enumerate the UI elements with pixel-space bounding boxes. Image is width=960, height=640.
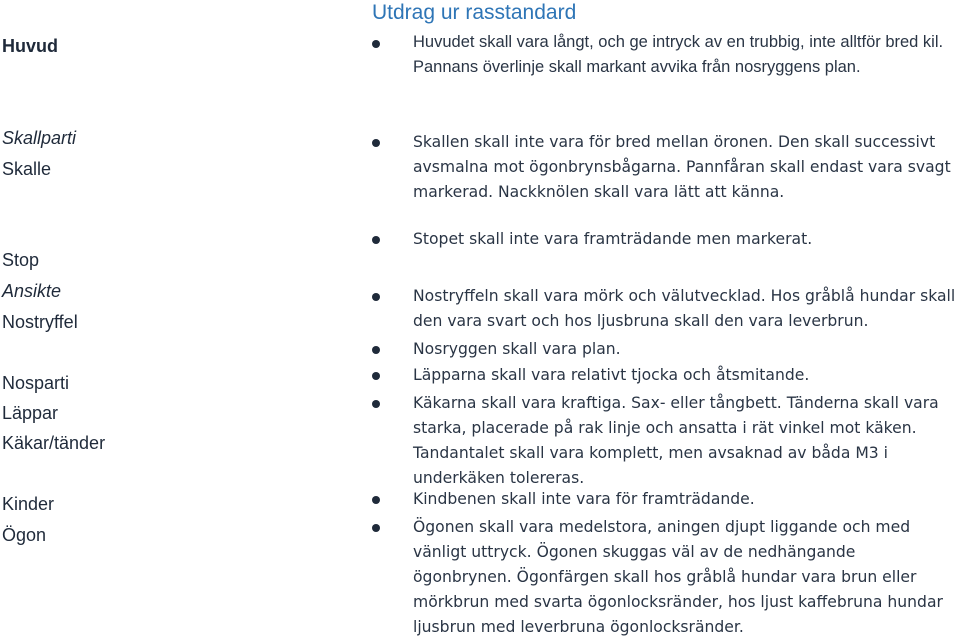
label-ogon: Ögon [2,525,47,545]
label-nosparti: Nosparti [2,373,70,393]
paragraph-lappar: Läpparna skall vara relativt tjocka och åtsmitande. [413,366,810,384]
label-lappar: Läppar [2,403,59,423]
paragraph-stop: Stopet skall inte vara framträdande men markerat. [413,230,813,248]
bullet-icon [372,400,380,408]
label-huvud: Huvud [2,36,58,56]
label-nostryffel: Nostryffel [2,312,78,332]
paragraph-huvud: Huvudet skall vara långt, och ge intryck av en trubbig, inte alltför bred kil. Pannans överlinje skall markant avvika från nosryggens plan. [413,33,944,76]
label-kakar: Käkar/tänder [2,433,106,453]
bullet-icon [372,372,380,380]
bullet-icon [372,40,380,48]
bullet-icon [372,139,380,147]
paragraph-ogon: Ögonen skall vara medelstora, aningen djupt liggande och med vänligt uttryck. Ögonen skuggas väl av de nedhängande ögonbrynen. Ögonfärgen skall hos gråblå hundar vara brun eller mörkbrun med svarta ögonlocksränder, hos ljust kaffebruna hundar ljusbrun med leverbruna ögonlocksränder. [413,518,943,636]
bullet-icon [372,496,380,504]
label-stop: Stop [2,250,40,270]
label-skalle: Skalle [2,159,52,179]
paragraph-kinder: Kindbenen skall inte vara för framträdande. [413,490,755,508]
bullet-icon [372,346,380,354]
paragraph-nostryffel: Nostryffeln skall vara mörk och välutvecklad. Hos gråblå hundar skall den vara svart och hos ljusbruna skall den vara leverbrun. [413,287,956,330]
bullet-icon [372,524,380,532]
paragraph-skalle: Skallen skall inte vara för bred mellan öronen. Den skall successivt avsmalna mot ögonbrynsbågarna. Pannfåran skall endast vara svagt markerad. Nackknölen skall vara lätt att känna. [413,133,951,201]
paragraph-kakar: Käkarna skall vara kraftiga. Sax- eller tångbett. Tänderna skall vara starka, placerade på rak linje och ansatta i rät vinkel mot käken. Tandantalet skall vara komplett, men avsaknad av båda M3 i underkäken tolereras. [413,394,939,487]
label-ansikte: Ansikte [2,281,62,301]
paragraph-nosparti: Nosryggen skall vara plan. [413,340,621,358]
label-skallparti: Skallparti [2,128,77,148]
page-title: Utdrag ur rasstandard [372,1,577,24]
bullet-icon [372,236,380,244]
bullet-icon [372,293,380,301]
label-kinder: Kinder [2,494,55,514]
